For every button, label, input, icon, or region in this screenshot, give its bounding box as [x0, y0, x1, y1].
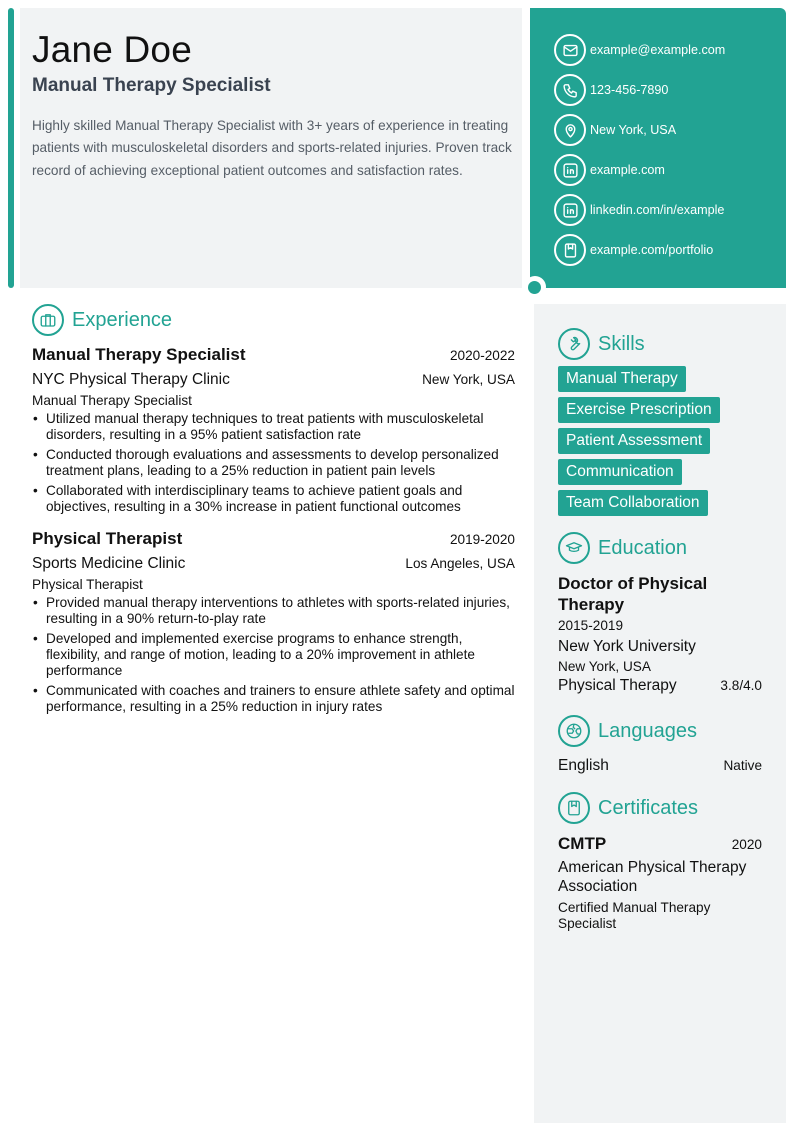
- decorative-dot: [528, 281, 541, 294]
- cert-row: [558, 834, 762, 854]
- globe-icon: [558, 715, 590, 747]
- accent-bar: [8, 8, 14, 288]
- job-role: Manual Therapy Specialist: [32, 393, 192, 408]
- list-item: • Conducted thorough evaluations and assessments to develop personalized treatment plans, leading to a 25% reduction in patient pain levels: [32, 447, 515, 479]
- section-title: Education: [598, 536, 687, 559]
- graduation-cap-icon: [558, 532, 590, 564]
- section-title: Languages: [598, 719, 697, 742]
- job-company: NYC Physical Therapy Clinic: [32, 371, 230, 388]
- language-name: English: [558, 757, 609, 774]
- contact-phone[interactable]: [554, 70, 786, 110]
- edu-field: Physical Therapy: [558, 677, 677, 694]
- edu-school: New York University: [558, 638, 696, 655]
- headline: Manual Therapy Specialist: [32, 74, 271, 96]
- job-date: 2019-2020: [449, 532, 515, 547]
- certificate-icon: [558, 792, 590, 824]
- cert-issuer: American Physical Therapy Association: [558, 859, 747, 895]
- cert-year: 2020: [731, 837, 762, 852]
- job-bullets: [32, 595, 515, 715]
- linkedin-icon: [554, 154, 586, 186]
- summary: Highly skilled Manual Therapy Specialist with 3+ years of experience in treating patients with musculoskeletal disorders and sports-related injuries. Proven track record of achieving exceptional patient outcomes and satisfaction rates.: [32, 117, 512, 178]
- briefcase-icon: [32, 304, 64, 336]
- contact-portfolio[interactable]: [554, 230, 786, 270]
- edu-dates: 2015-2019: [558, 618, 624, 633]
- skills-header: [558, 328, 762, 360]
- wrench-icon: [558, 328, 590, 360]
- list-item: • Provided manual therapy interventions to athletes with sports-related injuries, resulting in a 90% return-to-play rate: [32, 595, 515, 627]
- list-item: • Developed and implemented exercise programs to enhance strength, flexibility, and range of motion, leading to a 20% improvement in athlete performance: [32, 631, 515, 679]
- job-title: Physical Therapist: [32, 529, 183, 548]
- job-entry: [32, 345, 515, 515]
- sidebar: [534, 304, 786, 1123]
- edu-field-row: [558, 677, 762, 695]
- job-location: New York, USA: [422, 372, 515, 387]
- contact-email[interactable]: [554, 30, 786, 70]
- edu-location: New York, USA: [558, 659, 651, 674]
- languages-header: [558, 715, 762, 747]
- skills-list: [558, 366, 762, 516]
- contact-text: New York, USA: [590, 123, 677, 137]
- certificates-header: [558, 792, 762, 824]
- cert-name: CMTP: [558, 834, 607, 853]
- contact-text: example@example.com: [590, 43, 726, 57]
- skill-tag: Exercise Prescription: [558, 397, 720, 423]
- header: [20, 8, 522, 288]
- edu-gpa: 3.8/4.0: [720, 678, 762, 693]
- language-level: Native: [723, 758, 762, 773]
- job-role: Physical Therapist: [32, 577, 143, 592]
- job-title: Manual Therapy Specialist: [32, 345, 246, 364]
- candidate-name: Jane Doe: [32, 29, 192, 70]
- section-title: Experience: [72, 308, 173, 331]
- section-title: Certificates: [598, 796, 699, 819]
- job-company: Sports Medicine Clinic: [32, 555, 186, 572]
- job-bullets: [32, 411, 515, 515]
- job-date: 2020-2022: [449, 348, 515, 363]
- contact-text: linkedin.com/in/example: [590, 203, 725, 217]
- job-location: Los Angeles, USA: [405, 556, 515, 571]
- location-icon: [554, 114, 586, 146]
- contact-panel: [530, 8, 786, 288]
- cert-description: Certified Manual Therapy Specialist: [558, 900, 711, 931]
- contact-linkedin[interactable]: [554, 190, 786, 230]
- experience-header: [32, 304, 515, 336]
- phone-icon: [554, 74, 586, 106]
- list-item: • Collaborated with interdisciplinary teams to achieve patient goals and objectives, resulting in a 30% increase in patient functional outcomes: [32, 483, 515, 515]
- skill-tag: Patient Assessment: [558, 428, 710, 454]
- contact-text: 123-456-7890: [590, 83, 669, 97]
- contact-text: example.com/portfolio: [590, 243, 714, 257]
- skill-tag: Communication: [558, 459, 682, 485]
- language-row: [558, 757, 762, 775]
- edu-degree: Doctor of Physical Therapy: [558, 574, 708, 614]
- portfolio-icon: [554, 234, 586, 266]
- skill-tag: Manual Therapy: [558, 366, 686, 392]
- contact-location: [554, 110, 786, 150]
- linkedin-icon: [554, 194, 586, 226]
- job-entry: [32, 529, 515, 715]
- contact-website[interactable]: [554, 150, 786, 190]
- list-item: • Communicated with coaches and trainers to ensure athlete safety and optimal performance, resulting in a 25% reduction in injury rates: [32, 683, 515, 715]
- skill-tag: Team Collaboration: [558, 490, 708, 516]
- contact-text: example.com: [590, 163, 665, 177]
- email-icon: [554, 34, 586, 66]
- section-title: Skills: [598, 332, 645, 355]
- education-header: [558, 532, 762, 564]
- main-column: [32, 304, 515, 719]
- list-item: • Utilized manual therapy techniques to treat patients with musculoskeletal disorders, resulting in a 95% patient satisfaction rate: [32, 411, 515, 443]
